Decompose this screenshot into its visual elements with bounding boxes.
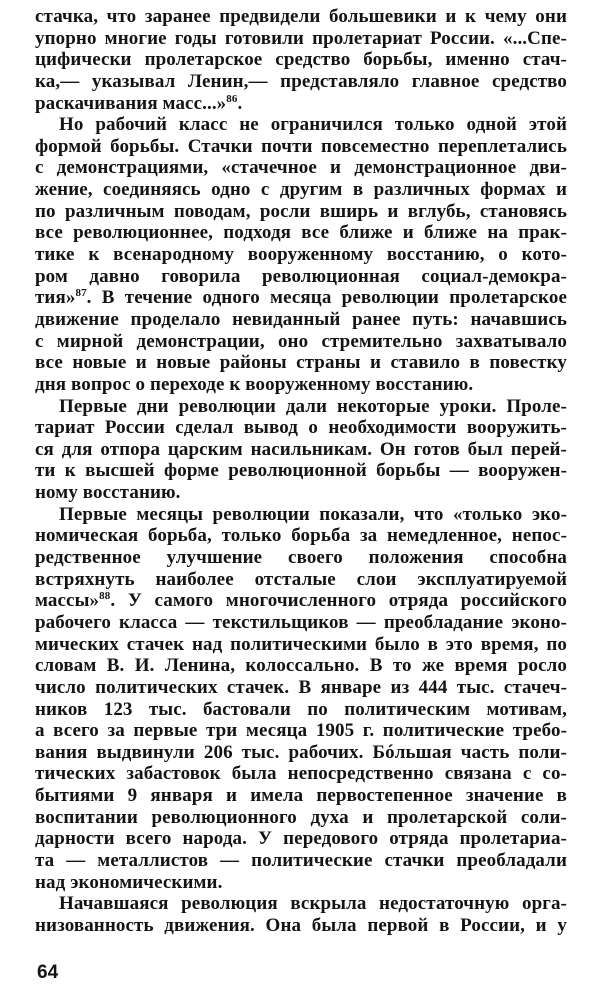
line-text: та — металлистов — политические стачки преобладали — [35, 849, 567, 871]
text-line — [35, 179, 567, 201]
text-line — [35, 525, 567, 547]
line-text: Первые дни революции дали некоторые уроки. Проле- — [59, 395, 567, 417]
line-text: рабочего класса — текстильщиков — преобладание эконо- — [35, 611, 567, 633]
text-line — [35, 482, 567, 504]
text-line — [35, 828, 567, 850]
text-line — [35, 677, 567, 699]
line-text: массы» — [35, 590, 100, 612]
line-text: над экономическими. — [35, 871, 223, 893]
line-text: номическая борьба, только борьба за немедленное, непос- — [35, 525, 567, 547]
text-line — [35, 460, 567, 482]
line-text: а всего за первые три месяца 1905 г. политические требо- — [35, 720, 567, 742]
text-line — [35, 114, 567, 136]
line-text-continued: . В течение одного месяца революции пролетарское — [86, 287, 567, 309]
line-text: цифически пролетарское средство борьбы, именно стач- — [35, 49, 567, 71]
line-text: вания выдвинули 206 тыс. рабочих. Бóльшая часть поли- — [35, 741, 567, 763]
text-line — [35, 136, 567, 158]
text-line — [35, 569, 567, 591]
text-line — [35, 266, 567, 288]
line-text: с мирной демонстрации, оно стремительно захватывало — [35, 330, 567, 352]
text-line — [35, 547, 567, 569]
line-text: ка,— указывал Ленин,— представляло главное средство — [35, 70, 567, 92]
footnote-reference: 86 — [226, 92, 238, 105]
text-line — [35, 157, 567, 179]
text-line — [35, 331, 567, 353]
text-line — [35, 699, 567, 721]
line-text: упорно многие годы готовили пролетариат России. «...Спе- — [35, 27, 567, 49]
line-text: тических забастовок была непосредственно связана с со- — [35, 763, 567, 785]
text-line — [35, 28, 567, 50]
text-line — [35, 222, 567, 244]
text-line — [35, 93, 567, 115]
line-text: стачка, что заранее предвидели большевики и к чему они — [35, 6, 567, 27]
text-line — [35, 655, 567, 677]
line-text: Первые месяцы революции показали, что «только эко- — [59, 503, 567, 525]
text-line — [35, 612, 567, 634]
line-text: Начавшаяся революция вскрыла недостаточную орга- — [59, 893, 567, 915]
page-body — [35, 6, 567, 937]
line-text: движение проделало невиданный ранее путь: начавшись — [35, 308, 567, 330]
line-text: число политических стачек. В январе из 444 тыс. стачеч- — [35, 676, 567, 698]
text-line — [35, 374, 567, 396]
line-text: жение, соединяясь одно с другим в различных формах и — [35, 179, 567, 201]
line-text: все революционнее, подходя все ближе и ближе на прак- — [35, 222, 567, 244]
line-text: по различным поводам, росли вширь и вглубь, становясь — [35, 200, 567, 222]
line-text: низованность движения. Она была первой в России, и у — [35, 914, 567, 936]
text-line — [35, 396, 567, 418]
line-text: дня вопрос о переходе к вооруженному восстанию. — [35, 373, 474, 395]
line-text: словам В. И. Ленина, колоссально. В то же время росло — [35, 655, 567, 677]
text-line — [35, 807, 567, 829]
text-line — [35, 504, 567, 526]
text-line — [35, 309, 567, 331]
text-line — [35, 915, 567, 937]
line-text: с демонстрациями, «стачечное и демонстрационное дви- — [35, 157, 567, 179]
text-line — [35, 763, 567, 785]
text-line — [35, 785, 567, 807]
line-text-continued: . У самого многочисленного отряда российского — [110, 590, 567, 612]
line-text: ся для отпора царским насильникам. Он готов был перей- — [35, 438, 567, 460]
text-line — [35, 417, 567, 439]
line-text: ти к высшей форме революционной борьбы — вооружен- — [35, 460, 567, 482]
text-line — [35, 590, 567, 612]
text-line — [35, 634, 567, 656]
text-line — [35, 439, 567, 461]
line-text: ром давно говорила революционная социал-демокра- — [35, 265, 567, 287]
text-line — [35, 893, 567, 915]
footnote-reference: 88 — [99, 590, 111, 603]
line-text: бытиями 9 января и имела первостепенное значение в — [35, 785, 567, 807]
line-text: мических стачек над политическими было в это время, по — [35, 633, 567, 655]
line-text: встряхнуть наиболее отсталые слои эксплуатируемой — [35, 568, 567, 590]
text-line — [35, 6, 567, 28]
line-text: тике к всенародному вооруженному восстанию, о кото- — [35, 244, 567, 266]
line-text: редственное улучшение своего положения способна — [35, 547, 567, 569]
page-number: 64 — [37, 962, 59, 983]
line-text: Но рабочий класс не ограничился только одной этой — [59, 114, 567, 136]
text-line — [35, 71, 567, 93]
line-text: ников 123 тыс. бастовали по политическим мотивам, — [35, 698, 567, 720]
text-line — [35, 850, 567, 872]
line-text: раскачивания масс...» — [35, 92, 227, 114]
line-text: тариат России сделал вывод о необходимости вооружить- — [35, 417, 567, 439]
line-text: ному восстанию. — [35, 482, 181, 504]
line-text: формой борьбы. Стачки почти повсеместно переплетались — [35, 135, 567, 157]
line-text: тия» — [35, 287, 76, 309]
line-text: все новые и новые районы страны и ставило в повестку — [35, 352, 567, 374]
text-line — [35, 352, 567, 374]
text-line — [35, 720, 567, 742]
text-line — [35, 244, 567, 266]
text-line — [35, 742, 567, 764]
text-line — [35, 201, 567, 223]
text-line — [35, 49, 567, 71]
footnote-reference: 87 — [75, 287, 87, 300]
line-text-continued: . — [237, 92, 243, 114]
line-text: дарности всего народа. У передового отряда пролетариа- — [35, 828, 567, 850]
text-line — [35, 872, 567, 894]
line-text: воспитании революционного духа и пролетарской соли- — [35, 806, 567, 828]
text-line — [35, 287, 567, 309]
